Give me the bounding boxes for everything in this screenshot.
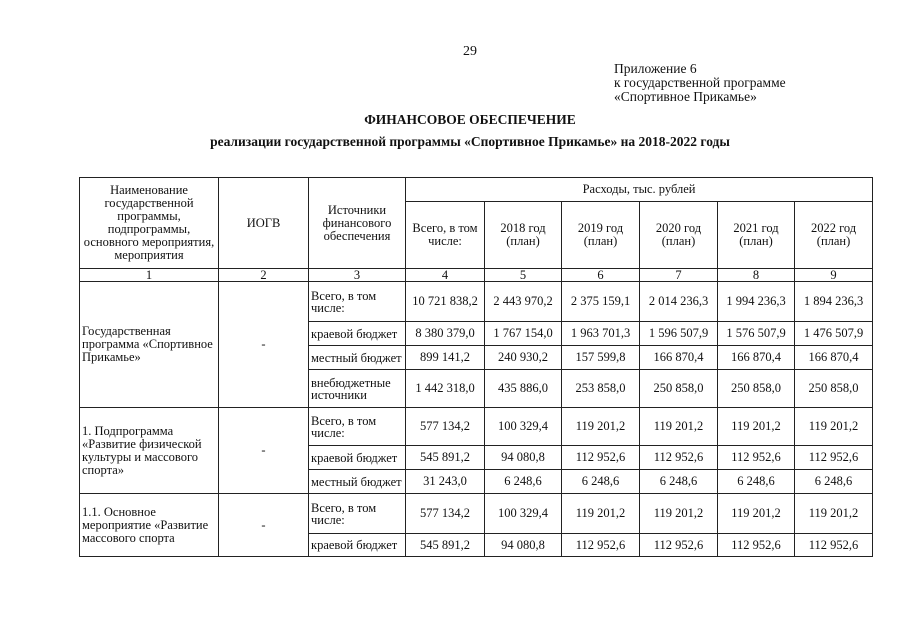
appendix-note [614, 62, 786, 104]
value-cell: 240 930,2 [485, 346, 562, 370]
value-cell: 112 952,6 [795, 534, 873, 557]
column-index: 3 [309, 269, 406, 282]
value-cell: 94 080,8 [485, 446, 562, 470]
value-cell: 250 858,0 [795, 370, 873, 408]
header-total: Всего, в том числе: [406, 202, 485, 269]
value-cell: 1 963 701,3 [562, 322, 640, 346]
column-index: 7 [640, 269, 718, 282]
value-cell: 119 201,2 [795, 408, 873, 446]
value-cell: 1 894 236,3 [795, 282, 873, 322]
value-cell: 545 891,2 [406, 534, 485, 557]
table-row [80, 282, 873, 322]
document-subtitle: реализации государственной программы «Спортивное Прикамье» на 2018-2022 годы [210, 134, 730, 149]
value-cell: 8 380 379,0 [406, 322, 485, 346]
value-cell: 94 080,8 [485, 534, 562, 557]
source-cell: краевой бюджет [309, 322, 406, 346]
page-number: 29 [463, 44, 477, 59]
header-2018: 2018 год (план) [485, 202, 562, 269]
value-cell: 119 201,2 [718, 494, 795, 534]
source-cell: Всего, в том числе: [309, 282, 406, 322]
value-cell: 119 201,2 [562, 408, 640, 446]
header-2020: 2020 год (план) [640, 202, 718, 269]
header-2021: 2021 год (план) [718, 202, 795, 269]
value-cell: 577 134,2 [406, 408, 485, 446]
column-index: 6 [562, 269, 640, 282]
value-cell: 166 870,4 [718, 346, 795, 370]
column-index-row [80, 269, 873, 282]
source-cell: внебюджетные источники [309, 370, 406, 408]
column-index: 8 [718, 269, 795, 282]
value-cell: 6 248,6 [640, 470, 718, 494]
header-2022: 2022 год (план) [795, 202, 873, 269]
source-cell: краевой бюджет [309, 534, 406, 557]
value-cell: 112 952,6 [640, 534, 718, 557]
table-row [80, 408, 873, 446]
value-cell: 1 576 507,9 [718, 322, 795, 346]
value-cell: 112 952,6 [562, 534, 640, 557]
iogv-cell: - [219, 282, 309, 408]
value-cell: 166 870,4 [640, 346, 718, 370]
appendix-line-1: Приложение 6 [614, 61, 697, 76]
appendix-line-2: к государственной программе [614, 75, 786, 90]
source-cell: местный бюджет [309, 346, 406, 370]
source-cell: Всего, в том числе: [309, 408, 406, 446]
financing-table [79, 177, 873, 557]
value-cell: 112 952,6 [795, 446, 873, 470]
value-cell: 119 201,2 [795, 494, 873, 534]
value-cell: 100 329,4 [485, 494, 562, 534]
source-cell: Всего, в том числе: [309, 494, 406, 534]
column-index: 5 [485, 269, 562, 282]
value-cell: 2 014 236,3 [640, 282, 718, 322]
value-cell: 250 858,0 [640, 370, 718, 408]
value-cell: 10 721 838,2 [406, 282, 485, 322]
source-cell: местный бюджет [309, 470, 406, 494]
appendix-line-3: «Спортивное Прикамье» [614, 89, 757, 104]
value-cell: 112 952,6 [718, 446, 795, 470]
header-expenses: Расходы, тыс. рублей [406, 178, 873, 202]
value-cell: 6 248,6 [718, 470, 795, 494]
value-cell: 112 952,6 [718, 534, 795, 557]
value-cell: 1 442 318,0 [406, 370, 485, 408]
source-cell: краевой бюджет [309, 446, 406, 470]
value-cell: 112 952,6 [562, 446, 640, 470]
value-cell: 119 201,2 [562, 494, 640, 534]
column-index: 9 [795, 269, 873, 282]
value-cell: 166 870,4 [795, 346, 873, 370]
value-cell: 545 891,2 [406, 446, 485, 470]
value-cell: 119 201,2 [640, 494, 718, 534]
header-iogv: ИОГВ [219, 178, 309, 269]
value-cell: 112 952,6 [640, 446, 718, 470]
iogv-cell: - [219, 494, 309, 557]
value-cell: 899 141,2 [406, 346, 485, 370]
value-cell: 250 858,0 [718, 370, 795, 408]
header-2019: 2019 год (план) [562, 202, 640, 269]
program-name-cell: Государственная программа «Спортивное Прикамье» [80, 282, 219, 408]
activity-name-cell: 1.1. Основное мероприятие «Развитие массового спорта [80, 494, 219, 557]
header-name: Наименование государственной программы, подпрограммы, основного мероприятия, мероприятия [80, 178, 219, 269]
value-cell: 435 886,0 [485, 370, 562, 408]
value-cell: 253 858,0 [562, 370, 640, 408]
value-cell: 31 243,0 [406, 470, 485, 494]
value-cell: 1 596 507,9 [640, 322, 718, 346]
subprogram-name-cell: 1. Подпрограмма «Развитие физической культуры и массового спорта» [80, 408, 219, 494]
column-index: 1 [80, 269, 219, 282]
document-title: ФИНАНСОВОЕ ОБЕСПЕЧЕНИЕ [364, 112, 576, 127]
table-row [80, 494, 873, 534]
value-cell: 2 375 159,1 [562, 282, 640, 322]
value-cell: 577 134,2 [406, 494, 485, 534]
value-cell: 119 201,2 [640, 408, 718, 446]
value-cell: 157 599,8 [562, 346, 640, 370]
column-index: 4 [406, 269, 485, 282]
column-index: 2 [219, 269, 309, 282]
value-cell: 2 443 970,2 [485, 282, 562, 322]
value-cell: 1 767 154,0 [485, 322, 562, 346]
header-sources: Источники финансового обеспечения [309, 178, 406, 269]
value-cell: 6 248,6 [795, 470, 873, 494]
value-cell: 1 994 236,3 [718, 282, 795, 322]
iogv-cell: - [219, 408, 309, 494]
value-cell: 119 201,2 [718, 408, 795, 446]
value-cell: 100 329,4 [485, 408, 562, 446]
value-cell: 1 476 507,9 [795, 322, 873, 346]
value-cell: 6 248,6 [562, 470, 640, 494]
value-cell: 6 248,6 [485, 470, 562, 494]
